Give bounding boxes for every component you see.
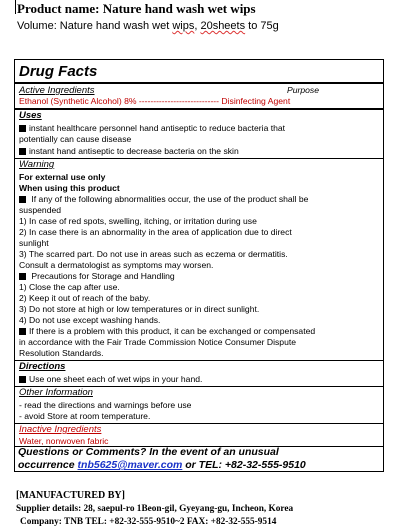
volume-mid: ,	[194, 20, 201, 32]
inactive-ingredients-heading: Inactive Ingredients	[19, 424, 102, 435]
uses-item-1-cont: potentially can cause disease	[19, 134, 132, 144]
warning-line-1: If any of the following abnormalities occur, the use of the product shall be	[19, 194, 308, 205]
warning-line-6: Precautions for Storage and Handling	[19, 271, 175, 282]
active-rule	[15, 108, 383, 110]
drug-facts-title: Drug Facts	[19, 63, 98, 80]
manufactured-by-title: [MANUFACTURED BY]	[16, 490, 125, 501]
bullet-square-icon	[19, 273, 26, 280]
warning-line-5: Consult a dermatologist as symptoms may worsen.	[19, 260, 214, 270]
warning-line-10: 4) Do not use except washing hands.	[19, 315, 161, 325]
volume-suffix: to 75g	[245, 20, 279, 32]
volume-sheets: 20sheets	[200, 20, 246, 32]
company-details: Company: TNB TEL: +82-32-555-9510~2 FAX: +82-32-555-9514	[20, 517, 277, 527]
active-ingredients-heading: Active Ingredients	[19, 85, 95, 96]
active-ingredient-line: Ethanol (Synthetic Alcohol) 8% ---------------------------- Disinfecting Agent	[19, 96, 291, 106]
bullet-square-icon	[19, 125, 26, 132]
external-use-text: For external use only	[19, 172, 106, 182]
bullet-square-icon	[19, 148, 26, 155]
purpose-heading: Purpose	[287, 85, 320, 95]
other-info-line-1: - read the directions and warnings before use	[19, 400, 192, 410]
warning-line-11: If there is a problem with this product, it can be exchanged or compensated	[19, 326, 315, 337]
contact-line-2: occurrence tnb5625@maver.com or TEL: +82-32-555-9510	[18, 459, 306, 471]
directions-text: Use one sheet each of wet wips in your hand.	[19, 374, 202, 385]
warning-line-11-end: Resolution Standards.	[19, 348, 104, 358]
product-name	[17, 1, 256, 17]
other-info-line-2: - avoid Store at room temperature.	[19, 411, 151, 421]
uses-rule	[15, 158, 383, 159]
warning-line-2: 1) In case of red spots, swelling, itching, or irritation during use	[19, 216, 257, 226]
bullet-square-icon	[19, 328, 26, 335]
product-name-text: Product name: Nature hand wash wet wips	[17, 1, 256, 16]
warning-line-1-cont: suspended	[19, 205, 62, 215]
when-using-text: When using this product	[19, 183, 120, 193]
drug-facts-box	[14, 59, 384, 472]
volume-prefix: Volume: Nature hand wash wet	[17, 20, 173, 32]
volume-line	[17, 20, 279, 32]
text-cursor	[15, 0, 16, 14]
supplier-details: Supplier details: 28, saepul-ro 1Beon-gil, Gyeyang-gu, Incheon, Korea	[16, 504, 294, 514]
other-information-heading: Other Information	[19, 387, 93, 398]
uses-item-1: instant healthcare personnel hand antiseptic to reduce bacteria that	[19, 123, 285, 134]
volume-wips: wips	[172, 20, 195, 32]
warning-line-11-cont: in accordance with the Fair Trade Commission Notice Consumer Dispute	[19, 337, 297, 347]
warning-line-7: 1) Close the cap after use.	[19, 282, 120, 292]
warning-line-3-cont: sunlight	[19, 238, 49, 248]
warning-heading: Warning	[19, 159, 55, 170]
warning-line-4: 3) The scarred part. Do not use in areas such as eczema or dermatitis.	[19, 249, 288, 259]
warning-line-9: 3) Do not store at high or low temperatures or in direct sunlight.	[19, 304, 260, 314]
directions-heading: Directions	[19, 361, 66, 372]
uses-item-2: instant hand antiseptic to decrease bacteria on the skin	[19, 146, 239, 157]
warning-rule	[15, 360, 383, 361]
bullet-square-icon	[19, 196, 26, 203]
uses-heading: Uses	[19, 110, 42, 121]
title-rule	[15, 82, 383, 84]
warning-line-3: 2) In case there is an abnormality in the area of application due to direct	[19, 227, 292, 237]
contact-line-1: Questions or Comments? In the event of an unusual	[18, 446, 279, 458]
contact-block	[18, 446, 306, 472]
inactive-ingredients-text: Water, nonwoven fabric	[19, 436, 109, 446]
contact-email-link[interactable]: tnb5625@maver.com	[77, 459, 183, 471]
bullet-square-icon	[19, 376, 26, 383]
warning-line-8: 2) Keep it out of reach of the baby.	[19, 293, 151, 303]
